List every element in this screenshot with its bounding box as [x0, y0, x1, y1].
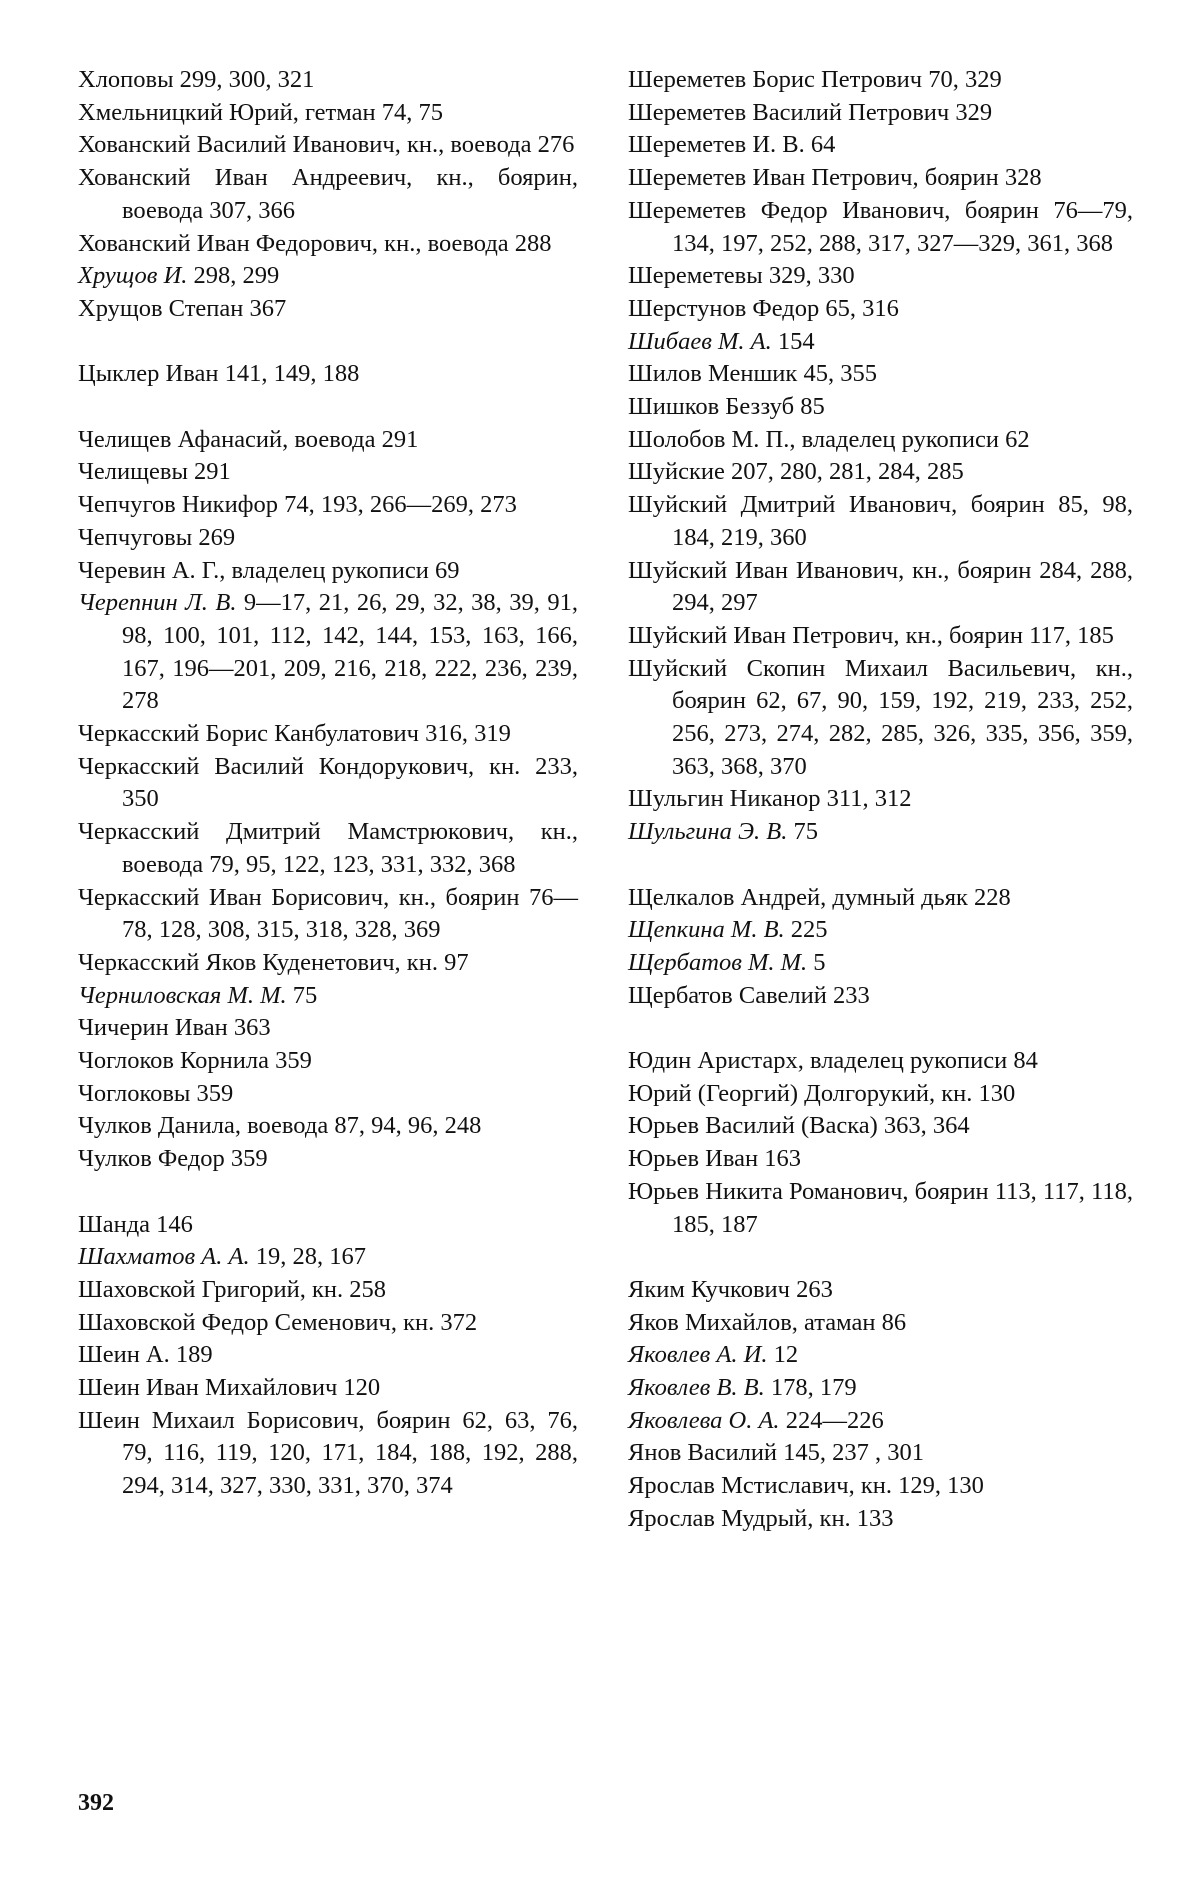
index-entry: Яким Кучкович 263	[628, 1274, 1133, 1307]
index-entry: Хованский Иван Федорович, кн., воевода 288	[78, 228, 578, 261]
index-entry	[628, 914, 1133, 947]
index-entry: Ярослав Мстиславич, кн. 129, 130	[628, 1470, 1133, 1503]
letter-section-gap	[78, 1176, 578, 1209]
index-entry: Черкасский Борис Канбулатович 316, 319	[78, 718, 578, 751]
index-entry-author-name: Шибаев М. А.	[628, 328, 772, 355]
index-entry: Чепчуговы 269	[78, 522, 578, 555]
index-entry: Черкасский Дмитрий Мамстрюкович, кн., воевода 79, 95, 122, 123, 331, 332, 368	[78, 816, 578, 881]
index-entry: Шаховской Григорий, кн. 258	[78, 1274, 578, 1307]
index-entry-pages: 9—17, 21, 26, 29, 32, 38, 39, 91, 98, 100, 101, 112, 142, 144, 153, 163, 166, 167, 196—201, 209, 216, 218, 222, 236, 239, 278	[122, 589, 578, 714]
letter-section-gap	[628, 1012, 1133, 1045]
index-entry-pages: 75	[787, 818, 818, 845]
index-entry	[628, 1405, 1133, 1438]
index-page	[0, 0, 1200, 1881]
index-entry	[78, 587, 578, 718]
index-entry: Хованский Василий Иванович, кн., воевода 276	[78, 129, 578, 162]
index-entry: Юрий (Георгий) Долгорукий, кн. 130	[628, 1078, 1133, 1111]
index-entry: Хлоповы 299, 300, 321	[78, 64, 578, 97]
index-entry-author-name: Яковлев А. И.	[628, 1341, 767, 1368]
letter-section-gap	[628, 849, 1133, 882]
index-entry: Чоглоковы 359	[78, 1078, 578, 1111]
index-entry-pages: 225	[785, 916, 828, 943]
index-entry: Шуйские 207, 280, 281, 284, 285	[628, 456, 1133, 489]
index-entry: Шеин Иван Михайлович 120	[78, 1372, 578, 1405]
index-entry: Хованский Иван Андреевич, кн., боярин, воевода 307, 366	[78, 162, 578, 227]
index-entry: Шуйский Иван Петрович, кн., боярин 117, 185	[628, 620, 1133, 653]
index-entry	[78, 980, 578, 1013]
index-entry: Юдин Аристарх, владелец рукописи 84	[628, 1045, 1133, 1078]
index-entry-author-name: Хрущов И.	[78, 262, 187, 289]
index-entry: Чулков Данила, воевода 87, 94, 96, 248	[78, 1110, 578, 1143]
letter-section-gap	[78, 326, 578, 359]
index-entry	[628, 326, 1133, 359]
index-entry: Щербатов Савелий 233	[628, 980, 1133, 1013]
index-entry: Цыклер Иван 141, 149, 188	[78, 358, 578, 391]
page-number: 392	[78, 1790, 114, 1817]
index-entry: Шаховской Федор Семенович, кн. 372	[78, 1307, 578, 1340]
index-entry-author-name: Яковлева О. А.	[628, 1407, 780, 1434]
index-entry-pages: 178, 179	[765, 1374, 857, 1401]
index-entry: Яков Михайлов, атаман 86	[628, 1307, 1133, 1340]
index-entry: Шеин А. 189	[78, 1339, 578, 1372]
index-entry: Шереметев И. В. 64	[628, 129, 1133, 162]
index-entry-pages: 154	[772, 328, 815, 355]
index-entry: Чепчугов Никифор 74, 193, 266—269, 273	[78, 489, 578, 522]
letter-section-gap	[628, 1241, 1133, 1274]
index-entry: Шереметев Федор Иванович, боярин 76—79, 134, 197, 252, 288, 317, 327—329, 361, 368	[628, 195, 1133, 260]
index-entry: Юрьев Василий (Васка) 363, 364	[628, 1110, 1133, 1143]
index-entry-author-name: Щепкина М. В.	[628, 916, 785, 943]
index-entry-pages: 224—226	[780, 1407, 884, 1434]
index-entry: Шереметев Василий Петрович 329	[628, 97, 1133, 130]
index-column-right	[628, 64, 1133, 1536]
index-entry	[628, 816, 1133, 849]
index-entry: Щелкалов Андрей, думный дьяк 228	[628, 882, 1133, 915]
index-column-left	[78, 64, 578, 1503]
index-entry: Шилов Меншик 45, 355	[628, 358, 1133, 391]
index-entry: Юрьев Иван 163	[628, 1143, 1133, 1176]
index-entry: Янов Василий 145, 237 , 301	[628, 1437, 1133, 1470]
index-entry-author-name: Шульгина Э. В.	[628, 818, 787, 845]
index-entry	[78, 1241, 578, 1274]
index-entry: Шереметев Борис Петрович 70, 329	[628, 64, 1133, 97]
index-entry: Шишков Беззуб 85	[628, 391, 1133, 424]
index-entry: Чичерин Иван 363	[78, 1012, 578, 1045]
index-entry: Хмельницкий Юрий, гетман 74, 75	[78, 97, 578, 130]
index-entry-pages: 19, 28, 167	[250, 1243, 366, 1270]
index-entry: Черкасский Яков Куденетович, кн. 97	[78, 947, 578, 980]
index-entry: Челищев Афанасий, воевода 291	[78, 424, 578, 457]
index-entry: Ярослав Мудрый, кн. 133	[628, 1503, 1133, 1536]
index-entry: Шерстунов Федор 65, 316	[628, 293, 1133, 326]
index-entry-author-name: Щербатов М. М.	[628, 949, 807, 976]
index-entry-pages: 12	[767, 1341, 798, 1368]
index-entry: Челищевы 291	[78, 456, 578, 489]
index-entry: Шульгин Никанор 311, 312	[628, 783, 1133, 816]
index-entry-author-name: Шахматов А. А.	[78, 1243, 250, 1270]
index-entry-pages: 298, 299	[187, 262, 279, 289]
index-entry: Чулков Федор 359	[78, 1143, 578, 1176]
index-entry: Шолобов М. П., владелец рукописи 62	[628, 424, 1133, 457]
index-entry: Чоглоков Корнила 359	[78, 1045, 578, 1078]
index-entry: Хрущов Степан 367	[78, 293, 578, 326]
index-entry: Шереметев Иван Петрович, боярин 328	[628, 162, 1133, 195]
index-entry-pages: 75	[287, 982, 318, 1009]
index-entry: Шуйский Иван Иванович, кн., боярин 284, 288, 294, 297	[628, 555, 1133, 620]
index-entry: Шереметевы 329, 330	[628, 260, 1133, 293]
index-entry: Шуйский Скопин Михаил Васильевич, кн., боярин 62, 67, 90, 159, 192, 219, 233, 252, 256, 273, 274, 282, 285, 326, 335, 356, 359, 363, 368, 370	[628, 653, 1133, 784]
index-entry: Черкасский Иван Борисович, кн., боярин 76—78, 128, 308, 315, 318, 328, 369	[78, 882, 578, 947]
index-entry	[78, 260, 578, 293]
index-entry-author-name: Яковлев В. В.	[628, 1374, 765, 1401]
letter-section-gap	[78, 391, 578, 424]
index-entry: Шуйский Дмитрий Иванович, боярин 85, 98, 184, 219, 360	[628, 489, 1133, 554]
index-entry-pages: 5	[807, 949, 825, 976]
index-entry: Шеин Михаил Борисович, боярин 62, 63, 76, 79, 116, 119, 120, 171, 184, 188, 192, 288, 294, 314, 327, 330, 331, 370, 374	[78, 1405, 578, 1503]
index-entry	[628, 1339, 1133, 1372]
index-entry: Черкасский Василий Кондорукович, кн. 233, 350	[78, 751, 578, 816]
index-entry-author-name: Черепнин Л. В.	[78, 589, 236, 616]
index-entry: Черевин А. Г., владелец рукописи 69	[78, 555, 578, 588]
index-entry	[628, 1372, 1133, 1405]
index-entry: Шанда 146	[78, 1209, 578, 1242]
index-entry-author-name: Черниловская М. М.	[78, 982, 287, 1009]
index-entry	[628, 947, 1133, 980]
index-entry: Юрьев Никита Романович, боярин 113, 117, 118, 185, 187	[628, 1176, 1133, 1241]
